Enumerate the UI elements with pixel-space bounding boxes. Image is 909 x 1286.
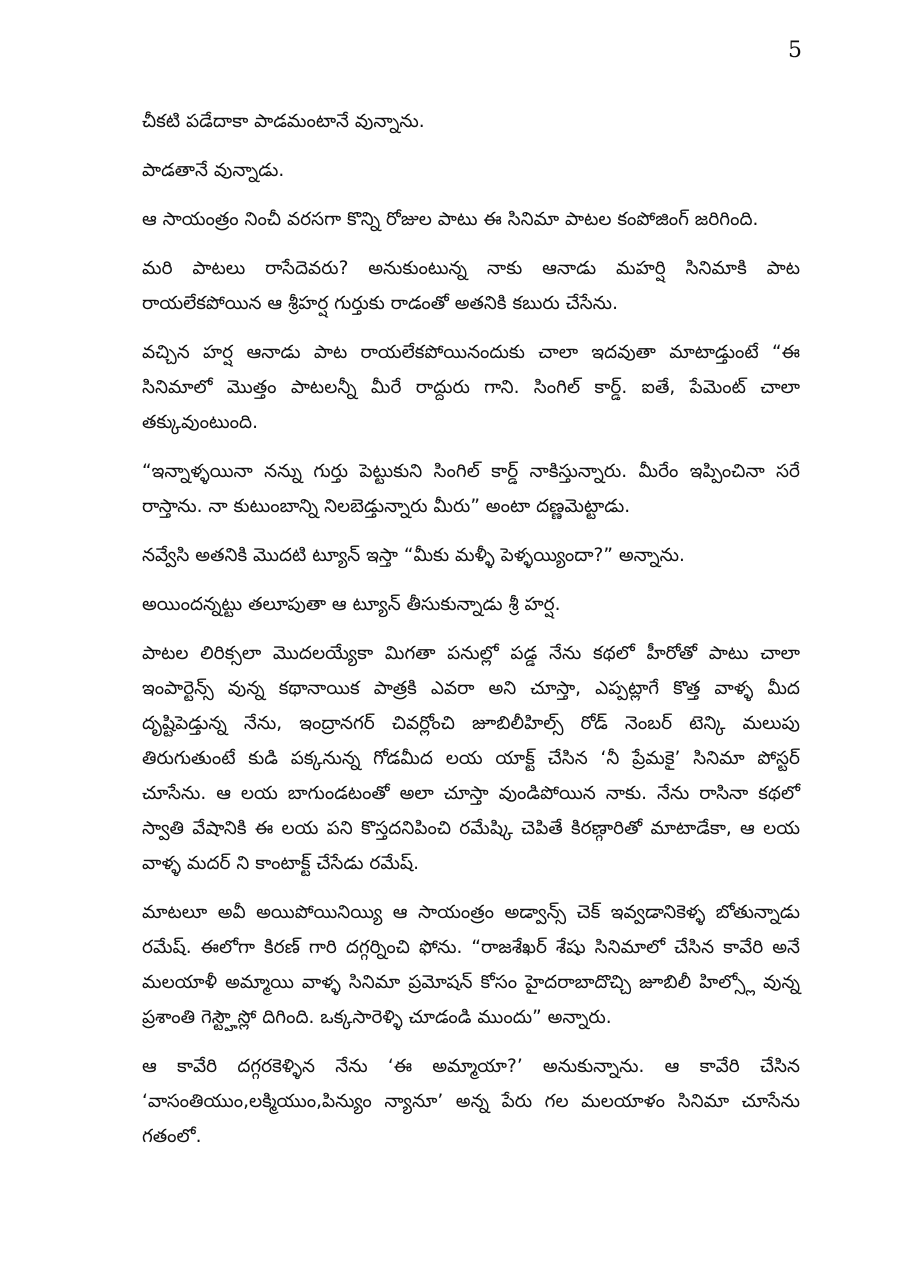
page-number: 5 <box>788 38 802 63</box>
paragraph: పాటల లిరిక్సలా మొదలయ్యేకా మిగతా పనుల్లో పడ్డ నేను కథలో హీరోతో పాటు చాలా ఇంపార్టెన్స్ వున్న కథానాయిక పాత్రకి ఎవరా అని చూస్తా, ఎప్పట్లాగే కొత్త వాళ్ళ మీద దృష్టిపెడ్తున్న నేను, ఇంద్రానగర్ చివర్లోంచి జూబిలీహిల్స్ రోడ్ నెంబర్ టెన్కి మలుపు తిరుగుతుంటే కుడి పక్కనున్న గోడమీద లయ యాక్ట్ చేసిన ‘నీ ప్రేమకై’ సినిమా పోస్టర్ చూసేను. ఆ లయ బాగుండటంతో అలా చూస్తా వుండిపోయిన నాకు. నేను రాసినా కథలో స్వాతి వేషానికి ఈ లయ పని కొస్తదనిపించి రమేష్కి చెపితే కిరణ్గారితో మాటాడేకా, ఆ లయ వాళ్ళ మదర్ ని కాంటాక్ట్ చేసేడు రమేష్. <box>142 643 800 874</box>
paragraph: “ఇన్నాళ్ళయినా నన్ను గుర్తు పెట్టుకుని సింగిల్ కార్డ్ నాకిస్తున్నారు. మీరేం ఇప్పించినా సరే రాస్తాను. నా కుటుంబాన్ని నిలబెడ్తున్నారు మీరు” అంటా దణ్ణమెట్టాడు. <box>142 461 800 517</box>
paragraph: పాడతానే వున్నాడు. <box>142 160 285 181</box>
paragraph: చీకటి పడేదాకా పాడమంటానే వున్నాను. <box>142 111 425 132</box>
paragraph: నవ్వేసి అతనికి మొదటి ట్యూన్ ఇస్తా “మీకు మళ్ళీ పెళ్ళయ్యిందా?” అన్నాను. <box>142 545 685 566</box>
paragraph: అయిందన్నట్టు తలూపుతా ఆ ట్యూన్ తీసుకున్నాడు శ్రీ హర్ష. <box>142 594 561 615</box>
document-body <box>142 104 800 1168</box>
paragraph: వచ్చిన హర్ష ఆనాడు పాట రాయలేకపోయినందుకు చాలా ఇదవుతా మాటాడ్తుంటే “ఈ సినిమాలో మొత్తం పాటలన్నీ మీరే రాద్దురు గాని. సింగిల్ కార్డ్. ఐతే, పేమెంట్ చాలా తక్కువుంటుంది. <box>142 342 800 433</box>
paragraph: మాటలూ అవీ అయిపోయినియ్యి ఆ సాయంత్రం అడ్వాన్స్ చెక్ ఇవ్వడానికెళ్ళ బోతున్నాడు రమేష్. ఈలోగా కిరణ్ గారి దగ్గర్నించి ఫోను. “రాజశేఖర్ శేషు సినిమాలో చేసిన కావేరి అనే మలయాళీ అమ్మాయి వాళ్ళ సినిమా ప్రమోషన్ కోసం హైదరాబాదొచ్చి జూబిలీ హిల్స్లో వున్న ప్రశాంతి గెస్ట్హౌస్లో దిగింది. ఒక్కసారెళ్ళి చూడండి ముందు” అన్నారు. <box>142 902 800 1028</box>
paragraph: మరి పాటలు రాసేదెవరు? అనుకుంటున్న నాకు ఆనాడు మహర్షి సినిమాకి పాట రాయలేకపోయిన ఆ శ్రీహర్ష గుర్తుకు రాడంతో అతనికి కబురు చేసేను. <box>142 258 800 314</box>
paragraph: ఆ సాయంత్రం నించీ వరసగా కొన్ని రోజుల పాటు ఈ సినిమా పాటల కంపోజింగ్ జరిగింది. <box>142 209 759 230</box>
paragraph: ఆ కావేరి దగ్గరకెళ్ళిన నేను ‘ఈ అమ్మాయా?’ అనుకున్నాను. ఆ కావేరి చేసిన ‘వాసంతియుం,లక్మియుం,పిన్యుం న్యానూ’ అన్న పేరు గల మలయాళం సినిమా చూసేను గతంలో. <box>142 1056 800 1147</box>
